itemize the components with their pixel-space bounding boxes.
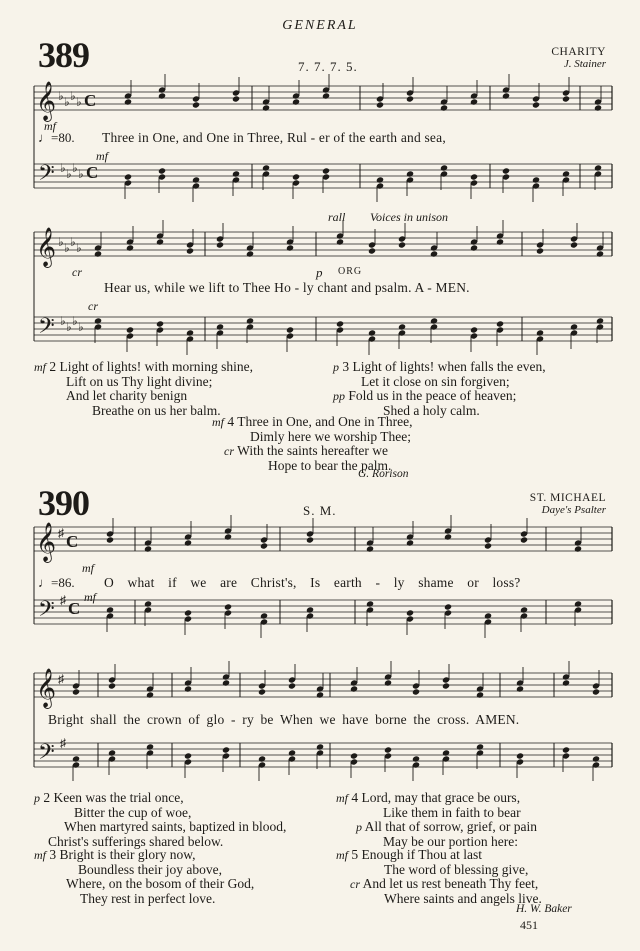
note-head [442,682,450,689]
stanza-line: May be our portion here: [383,833,518,849]
stanza-line: Where, on the bosom of their God, [66,876,255,892]
note-head [592,688,600,695]
dynamic-mark: mf [44,119,56,133]
note-head [536,247,544,254]
flat-sign: ♭ [70,89,76,103]
flat-sign: ♭ [76,95,82,109]
note-head [536,329,544,336]
note-head [384,746,392,753]
dynamic-mark: cr [72,265,82,279]
stanza [336,848,542,906]
note-head [72,755,80,762]
treble-clef: 𝄞 [36,522,57,562]
stanza [212,415,412,473]
note-head [430,250,438,257]
note-head [496,320,504,327]
page-number: 451 [520,918,538,932]
lyrics-line: Bright shall the crown of glo - ry be When we have borne the cross. AMEN. [48,712,520,727]
stanza-line: Three in One, and One in Three, [237,414,413,429]
flat-sign: ♭ [64,241,70,255]
note-head [158,167,166,174]
stanza-dynamic: pp [333,389,345,404]
stanza-number: 4 [351,790,359,805]
flat-sign: ♭ [58,89,64,103]
note-head [222,679,230,686]
stanza-line: Keen was the trial once, [53,790,184,805]
stanza-line: Breathe on us her balm. [92,402,221,418]
note-head [368,329,376,336]
flat-sign: ♭ [72,314,78,328]
note-head [262,104,270,111]
note-head [406,170,414,177]
note-head [440,104,448,111]
time-signature: C [86,163,99,182]
tune-name: CHARITY [551,46,606,58]
note-head [570,241,578,248]
note-head [288,682,296,689]
note-head [156,238,164,245]
lyrics-line: O what if we are Christ's, Is earth - ly shame or loss? [104,575,521,590]
note-head [224,533,232,540]
bass-clef: 𝄢 [38,740,55,770]
stanza [336,791,537,849]
note-head [366,545,374,552]
stanza-dynamic: mf [336,848,348,862]
stanza-line: Hope to bear the palm. [268,457,392,473]
note-head [516,752,524,759]
note-head [350,685,358,692]
sharp-sign: ♯ [58,672,64,686]
flat-sign: ♭ [60,314,66,328]
note-head [126,326,134,333]
composer: J. Stainer [563,58,606,70]
stanza-dynamic: mf [34,360,46,374]
flat-sign: ♭ [72,161,78,175]
tune-name: ST. MICHAEL [529,492,606,504]
note-head [596,250,604,257]
hymn-number: 389 [38,35,89,75]
note-head [192,101,200,108]
flat-sign: ♭ [60,161,66,175]
note-head [156,320,164,327]
stanza-number: 2 [49,359,57,374]
tempo-mark: ♩=86. [38,575,75,590]
stanza-line: Lift on us Thy light divine; [66,373,213,389]
note-head [184,685,192,692]
note-head [146,743,154,750]
bass-clef: 𝄢 [38,161,55,191]
note-head [406,95,414,102]
treble-clef: 𝄞 [36,668,57,708]
note-head [222,746,230,753]
note-head [376,176,384,183]
note-head [470,244,478,251]
stanza-dynamic: cr [224,444,234,459]
lyrics-line: Hear us, while we lift to Thee Ho - ly chant and psalm. A - MEN. [104,280,470,295]
composer: Daye's Psalter [541,504,606,516]
bass-clef: 𝄢 [38,597,55,627]
note-head [520,536,528,543]
flat-sign: ♭ [76,241,82,255]
tempo-change: rall [328,210,346,224]
note-head [184,752,192,759]
flat-sign: ♭ [66,320,72,334]
note-head [368,247,376,254]
stanza-line: Fold us in the peace of heaven; [348,388,517,404]
note-head [232,170,240,177]
stanza-dynamic: p [356,820,362,835]
note-head [262,164,270,171]
author: H. W. Baker [516,903,572,915]
note-head [336,320,344,327]
note-head [106,606,114,613]
note-head [144,545,152,552]
note-head [158,92,166,99]
note-head [412,688,420,695]
note-head [516,685,524,692]
note-head [108,682,116,689]
note-head [562,95,570,102]
stanza-line: The word of blessing give, [384,861,529,877]
flat-sign: ♭ [66,167,72,181]
dynamic-mark: mf [96,149,108,163]
stanza-line: Bitter the cup of woe, [74,804,192,820]
note-head [216,241,224,248]
note-head [316,743,324,750]
note-head [444,603,452,610]
stanza-line: Bright is their glory now, [59,847,196,862]
note-head [570,323,578,330]
bass-clef: 𝄢 [38,314,55,344]
note-head [192,176,200,183]
stanza-dynamic: p [333,360,339,374]
meter: 7. 7. 7. 5. [298,59,358,74]
stanza-number: 2 [43,790,51,805]
stanza-line: And let charity benign [66,388,188,404]
note-head [186,247,194,254]
stanza [34,360,253,418]
note-head [292,98,300,105]
note-head [384,679,392,686]
tempo-mark: ♩=80. [38,130,75,145]
note-head [322,92,330,99]
note-head [306,536,314,543]
note-head [144,600,152,607]
stanza-number: 4 [227,414,235,429]
tune-info [470,492,606,516]
note-head [412,755,420,762]
note-head [258,688,266,695]
note-head [470,173,478,180]
note-head [288,749,296,756]
stanza [333,360,546,418]
stanza-line: Enough if Thou at last [361,847,482,862]
stanza-line: All that of sorrow, grief, or pain [364,819,537,835]
treble-clef: 𝄞 [36,81,57,121]
flat-sign: ♭ [70,235,76,249]
stanza-dynamic: cr [350,877,360,892]
note-head [246,250,254,257]
stanza-dynamic: mf [336,791,348,805]
time-signature: C [66,532,79,551]
note-head [216,323,224,330]
treble-clef: 𝄞 [36,227,57,267]
sharp-sign: ♯ [58,526,64,540]
note-head [470,98,478,105]
stanza-line: Lord, may that grace be ours, [361,790,521,805]
organ-mark: ORG [338,266,363,277]
note-head [108,749,116,756]
note-head [562,170,570,177]
note-head [258,755,266,762]
note-head [286,244,294,251]
stanza-dynamic: p [34,791,40,805]
note-head [322,167,330,174]
stanza-number: 3 [49,847,57,862]
dynamic-mark: mf [84,590,96,604]
note-head [124,173,132,180]
note-head [246,317,254,324]
note-head [260,612,268,619]
note-head [562,746,570,753]
dynamic-mark: mf [82,561,94,575]
note-head [184,539,192,546]
note-head [596,317,604,324]
stanza-line: With the saints hereafter we [237,443,389,459]
stanza-line: Shed a holy calm. [383,402,480,418]
lyrics-line: Three in One, and One in Three, Rul - er of the earth and sea, [102,130,446,145]
stanza-line: When martyred saints, baptized in blood, [64,819,287,835]
time-signature: C [68,599,81,618]
note-head [94,250,102,257]
dynamic-mark: cr [88,299,98,313]
hymn-number: 390 [38,483,89,523]
note-head [562,679,570,686]
note-head [72,688,80,695]
note-head [126,244,134,251]
flat-sign: ♭ [58,235,64,249]
note-head [430,317,438,324]
note-head [184,609,192,616]
note-head [470,326,478,333]
stanza-line: Let it close on sin forgiven; [361,373,510,389]
stanza-line: Light of lights! with morning shine, [59,359,253,374]
note-head [316,691,324,698]
note-head [476,743,484,750]
note-head [286,326,294,333]
note-head [496,238,504,245]
note-head [94,317,102,324]
stanza-line: Light of lights! when falls the even, [352,359,546,374]
note-head [574,600,582,607]
note-head [594,164,602,171]
note-head [224,603,232,610]
page-header: GENERAL [282,18,358,33]
note-head [502,167,510,174]
stanza-number: 3 [342,359,350,374]
note-head [106,536,114,543]
note-head [502,92,510,99]
stanza-line: And let us rest beneath Thy feet, [362,876,539,892]
stanza-dynamic: mf [212,415,224,429]
note-head [442,749,450,756]
sharp-sign: ♯ [60,593,66,607]
stanza-dynamic: mf [34,848,46,862]
note-head [574,545,582,552]
note-head [376,101,384,108]
stanza-line: Boundless their joy above, [78,861,222,877]
note-head [532,176,540,183]
note-head [484,612,492,619]
note-head [440,164,448,171]
stanza [34,848,254,906]
stanza [34,791,286,849]
note-head [350,752,358,759]
note-head [406,539,414,546]
stanza-line: Christ's sufferings shared below. [48,833,224,849]
flat-sign: ♭ [64,95,70,109]
time-signature: C [84,91,97,110]
note-head [260,542,268,549]
note-head [592,755,600,762]
stanza-line: Dimly here we worship Thee; [250,428,411,444]
note-head [366,600,374,607]
note-head [146,691,154,698]
note-head [398,323,406,330]
note-head [186,329,194,336]
note-head [520,606,528,613]
note-head [532,101,540,108]
note-head [292,173,300,180]
note-head [306,606,314,613]
stanza-line: Where saints and angels live. [384,890,542,906]
author: G. Rorison [358,468,409,480]
flat-sign: ♭ [78,167,84,181]
meter: S. M. [303,503,337,518]
stanza-number: 5 [351,847,359,862]
note-head [124,98,132,105]
note-head [406,609,414,616]
note-head [484,542,492,549]
flat-sign: ♭ [78,320,84,334]
performance-note: Voices in unison [370,210,448,224]
note-head [398,241,406,248]
stanza-line: They rest in perfect love. [80,890,216,906]
note-head [444,533,452,540]
note-head [594,104,602,111]
sharp-sign: ♯ [60,736,66,750]
note-head [232,95,240,102]
note-head [336,238,344,245]
dynamic-mark: p [316,265,323,280]
stanza-line: Like them in faith to bear [383,804,521,820]
note-head [476,691,484,698]
